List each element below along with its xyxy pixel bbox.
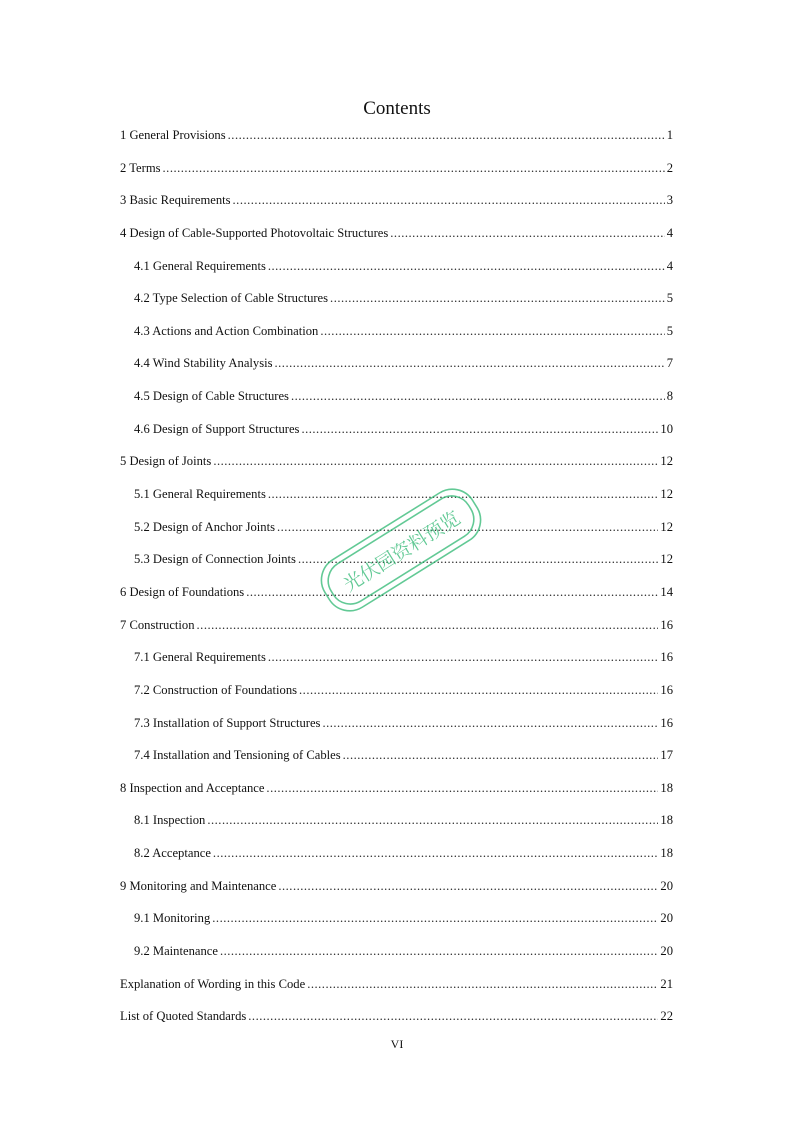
toc-entry-page: 16	[660, 617, 673, 632]
toc-dot-leader	[298, 548, 658, 570]
toc-dot-leader	[268, 646, 659, 668]
toc-entry-label: 4.5 Design of Cable Structures	[134, 389, 289, 404]
toc-entry-page: 5	[666, 323, 673, 338]
toc-entry-page: 1	[666, 128, 673, 142]
toc-entry-label: 6 Design of Foundations	[120, 584, 245, 599]
toc-entry-label: 4.2 Type Selection of Cable Structures	[134, 291, 329, 306]
toc-entry-label: 5.1 General Requirements	[134, 487, 266, 502]
toc-dot-leader	[213, 450, 658, 472]
page-title: Contents	[363, 98, 431, 119]
toc-entry[interactable]	[120, 320, 673, 353]
toc-entry-page: 12	[660, 487, 673, 502]
toc-entry-page: 18	[660, 780, 673, 795]
toc-entry-page: 18	[660, 846, 673, 861]
toc-entry[interactable]	[120, 352, 673, 385]
toc-entry-label: 7 Construction	[120, 617, 195, 632]
toc-entry-page: 12	[660, 519, 673, 534]
toc-entry-page: 4	[666, 225, 673, 240]
toc-entry[interactable]	[120, 124, 673, 157]
toc-entry-page: 7	[666, 356, 673, 371]
toc-dot-leader	[213, 842, 658, 864]
page-number: VI	[390, 1037, 404, 1051]
toc-entry-label: 5 Design of Joints	[120, 454, 212, 469]
toc-entry[interactable]	[120, 255, 673, 288]
toc-entry[interactable]	[120, 777, 673, 810]
toc-entry-page: 5	[666, 291, 673, 306]
toc-entry-label: 9 Monitoring and Maintenance	[120, 878, 277, 893]
toc-entry[interactable]	[120, 483, 673, 516]
toc-entry[interactable]	[120, 287, 673, 320]
toc-entry-label: 2 Terms	[120, 160, 161, 175]
toc-entry[interactable]	[120, 940, 673, 973]
toc-dot-leader	[268, 255, 665, 277]
toc-entry-label: List of Quoted Standards	[120, 1009, 247, 1024]
toc-entry[interactable]	[120, 1005, 673, 1038]
toc-entry[interactable]	[120, 548, 673, 581]
toc-entry[interactable]	[120, 614, 673, 647]
toc-entry[interactable]	[120, 189, 673, 222]
toc-entry-label: 9.1 Monitoring	[134, 911, 211, 926]
toc-entry[interactable]	[120, 809, 673, 842]
toc-dot-leader	[322, 712, 658, 734]
toc-entry-page: 8	[666, 389, 673, 404]
watermark-text: 光伏园资料预览	[339, 507, 465, 597]
toc-dot-leader	[197, 614, 659, 636]
toc-entry-label: 7.3 Installation of Support Structures	[134, 715, 321, 730]
toc-entry-page: 16	[660, 650, 673, 665]
toc-entry-page: 16	[660, 715, 673, 730]
toc-entry[interactable]	[120, 907, 673, 940]
toc-dot-leader	[330, 287, 665, 309]
toc-dot-leader	[301, 418, 658, 440]
toc-dot-leader	[228, 124, 665, 146]
toc-entry-label: 7.4 Installation and Tensioning of Cables	[134, 748, 341, 763]
toc-entry-page: 3	[666, 193, 673, 208]
toc-entry-page: 18	[660, 813, 673, 828]
toc-entry[interactable]	[120, 875, 673, 908]
toc-dot-leader	[233, 189, 665, 211]
toc-dot-leader	[268, 483, 659, 505]
toc-dot-leader	[163, 157, 665, 179]
toc-entry[interactable]	[120, 418, 673, 451]
toc-dot-leader	[212, 907, 658, 929]
toc-entry-label: 9.2 Maintenance	[134, 944, 218, 959]
toc-entry-label: 1 General Provisions	[120, 128, 226, 142]
table-of-contents	[120, 124, 673, 1038]
toc-entry-label: Explanation of Wording in this Code	[120, 976, 306, 991]
toc-entry[interactable]	[120, 385, 673, 418]
toc-entry-label: 5.2 Design of Anchor Joints	[134, 519, 275, 534]
toc-entry-page: 12	[660, 552, 673, 567]
toc-entry-label: 3 Basic Requirements	[120, 193, 231, 208]
toc-entry-label: 5.3 Design of Connection Joints	[134, 552, 296, 567]
toc-entry[interactable]	[120, 157, 673, 190]
toc-entry-page: 21	[660, 976, 673, 991]
toc-entry-page: 20	[660, 878, 673, 893]
toc-entry-label: 4.4 Wind Stability Analysis	[134, 356, 273, 371]
toc-dot-leader	[278, 875, 658, 897]
toc-dot-leader	[307, 973, 658, 995]
toc-dot-leader	[320, 320, 664, 342]
toc-entry-label: 8.1 Inspection	[134, 813, 206, 828]
toc-entry-page: 16	[660, 682, 673, 697]
toc-entry[interactable]	[120, 842, 673, 875]
toc-dot-leader	[390, 222, 664, 244]
toc-dot-leader	[220, 940, 658, 962]
toc-dot-leader	[275, 352, 665, 374]
toc-dot-leader	[277, 516, 658, 538]
toc-entry[interactable]	[120, 744, 673, 777]
toc-entry-page: 2	[666, 160, 673, 175]
toc-entry-label: 4.1 General Requirements	[134, 258, 266, 273]
toc-entry-page: 20	[660, 911, 673, 926]
toc-entry[interactable]	[120, 679, 673, 712]
toc-dot-leader	[248, 1005, 658, 1027]
toc-entry-page: 14	[660, 584, 673, 599]
toc-entry-label: 4.3 Actions and Action Combination	[134, 323, 319, 338]
toc-entry[interactable]	[120, 581, 673, 614]
toc-entry-page: 12	[660, 454, 673, 469]
toc-dot-leader	[207, 809, 658, 831]
toc-entry[interactable]	[120, 646, 673, 679]
toc-entry-page: 22	[660, 1009, 673, 1024]
toc-entry[interactable]	[120, 516, 673, 549]
toc-entry-page: 4	[666, 258, 673, 273]
toc-entry[interactable]	[120, 712, 673, 745]
toc-entry[interactable]	[120, 973, 673, 1006]
toc-entry[interactable]	[120, 222, 673, 255]
toc-entry-label: 7.2 Construction of Foundations	[134, 682, 298, 697]
toc-dot-leader	[246, 581, 658, 603]
toc-entry-label: 4 Design of Cable-Supported Photovoltaic Structures	[120, 225, 389, 240]
toc-dot-leader	[299, 679, 658, 701]
toc-entry-page: 10	[660, 421, 673, 436]
toc-entry-page: 17	[660, 748, 673, 763]
toc-entry-label: 7.1 General Requirements	[134, 650, 266, 665]
toc-dot-leader	[266, 777, 658, 799]
toc-entry-label: 4.6 Design of Support Structures	[134, 421, 300, 436]
toc-entry-label: 8 Inspection and Acceptance	[120, 780, 265, 795]
toc-dot-leader	[291, 385, 665, 407]
toc-entry-page: 20	[660, 944, 673, 959]
toc-entry[interactable]	[120, 450, 673, 483]
toc-dot-leader	[343, 744, 659, 766]
toc-entry-label: 8.2 Acceptance	[134, 846, 211, 861]
